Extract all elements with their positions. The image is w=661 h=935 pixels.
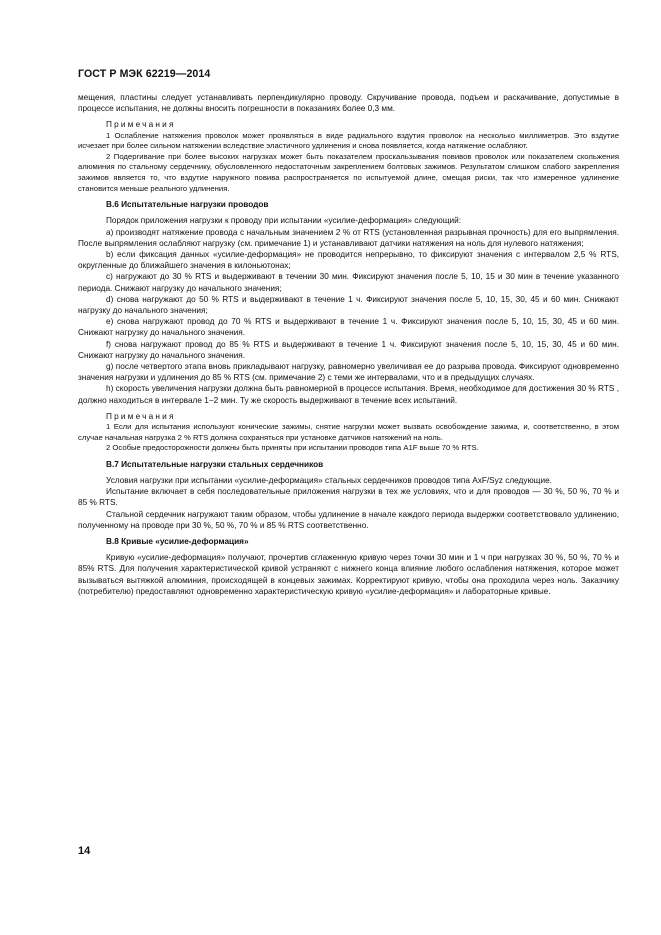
b8-paragraph-1: Кривую «усилие-деформация» получают, прочертив сглаженную кривую через точки 30 мин и 1 ч при нагрузках 30 %, 50 %, 70 % и 85% RTS. Для получения характеристической кривой устраняют с нижнего конца влияние любого ослабления натяжения, которое может вызываться вытяжкой алюминия, происходящей в концевых зажимах. Корректируют кривую, чтобы она проходила через ноль. Заказчику (потребителю) предоставляют одновременно характеристическую кривую «усилие-деформация» и лабораторные кривые. <box>78 553 619 596</box>
note-1: 1 Ослабление натяжения проволок может проявляться в виде радиального вздутия проволок на несколько миллиметров. Это вздутие исчезает при более сильном натяжении вследствие эластичного удлинения и снова появляется, когда натяжение ослабляют. <box>78 130 619 151</box>
b6-intro: Порядок приложения нагрузки к проводу при испытании «усилие-деформация» следующий: <box>106 216 462 226</box>
b6-item-h: h) скорость увеличения нагрузки должна быть равномерной в процессе испытания. Время, необходимое для достижения 30 % RTS , должно находиться в интервале 1−2 мин. Ту же скорость выдерживают в течение всех испытаний. <box>78 384 619 405</box>
note-1: 1 Если для испытания используют конические зажимы, снятие нагрузки может вызвать освобождение зажима, и, соответственно, в этом случае начальная нагрузка 2 % RTS должна сохраняться при установке датчиков натяжений на ноль. <box>78 422 619 442</box>
document-body <box>78 92 619 597</box>
b6-item-c: c) нагружают до 30 % RTS и выдерживают в течении 30 мин. Фиксируют значения после 5, 10, 15 и 30 мин в течение указанного периода. Снижают нагрузку до начального значения; <box>78 272 619 293</box>
section-b8-title: В.8 Кривые «усилие-деформация» <box>106 537 249 547</box>
b6-item-b: b) если фиксация данных «усилие-деформация» не проводится непрерывно, то фиксируют значения с интервалом 2,5 % RTS, округленные до ближайшего значения в килоньютонах; <box>78 249 619 271</box>
b7-paragraph-2: Испытание включает в себя последовательные приложения нагрузки в тех же условиях, что и для проводов — 30 %, 50 %, 70 % и 85 % RTS. <box>78 487 619 508</box>
b6-item-d: d) снова нагружают до 50 % RTS и выдерживают в течение 1 ч. Фиксируют значения после 5, 10, 15, 30, 45 и 60 мин. Снижают нагрузку до начального значения; <box>78 294 619 315</box>
section-b6-title: В.6 Испытательные нагрузки проводов <box>106 200 269 210</box>
b6-item-g: g) после четвертого этапа вновь прикладывают нагрузку, равномерно увеличивая ее до разрыва провода. Фиксируют одновременно значения нагрузки и удлинения до 85 % RTS (см. примечание 2) с теми же интервалами, что и в предыдущих случаях. <box>78 362 619 383</box>
notes-heading: Примечания <box>106 411 176 421</box>
b7-paragraph-3: Стальной сердечник нагружают таким образом, чтобы удлинение в начале каждого периода выдержки соответствовало удлинению, полученному на проводе при 30 %, 50 %, 70 % и 85 % RTS соответственно. <box>78 509 619 530</box>
section-b7-title: В.7 Испытательные нагрузки стальных сердечников <box>106 459 324 469</box>
notes-heading: Примечания <box>106 120 176 130</box>
b6-item-a: a) производят натяжение провода с начальным значением 2 % от RTS (установленная разрывная прочность) для его выпрямления. После выпрямления ослабляют нагрузку (см. примечание 1) и устанавливают датчики натяжения на ноль для нулевого натяжения; <box>78 227 619 248</box>
note-2: 2 Особые предосторожности должны быть приняты при испытании проводов типа A1F выше 70 % RTS. <box>106 443 479 453</box>
b6-item-f: f) снова нагружают провод до 85 % RTS и выдерживают в течение 1 ч. Фиксируют значения после 5, 10, 15, 30, 45 и 60 мин. Снижают нагрузку до начального значения. <box>78 339 619 360</box>
standard-header: ГОСТ Р МЭК 62219—2014 <box>78 68 211 80</box>
intro-paragraph: мещения, пластины следует устанавливать перпендикулярно проводу. Скручивание провода, подъем и раскачивание, допустимые в процессе испытания, не должны вносить погрешности в показаниях более 0,3 мм. <box>78 93 619 114</box>
b7-paragraph-1: Условия нагрузки при испытании «усилие-деформация» стальных сердечников проводов типа AxF/Syz следующие. <box>106 476 552 486</box>
page-number: 14 <box>78 845 91 857</box>
note-2: 2 Подергивание при более высоких нагрузках может быть показателем проскальзывания повивов проволок или показателем скольжения алюминия по стальному сердечнику, обусловленного недостаточным закреплением болтовых зажимов. Результатом слишком слабого закрепления зажимов является то, что вздутие наружного повива распространяется по испытуемой длине, смещая риски, так что измеренное удлинение становится меньше реального удлинения. <box>78 151 619 193</box>
b6-item-e: e) снова нагружают провод до 70 % RTS и выдерживают в течение 1 ч. Фиксируют значения после 5, 10, 15, 30, 45 и 60 мин. Снижают нагрузку до начального значения. <box>78 317 619 338</box>
